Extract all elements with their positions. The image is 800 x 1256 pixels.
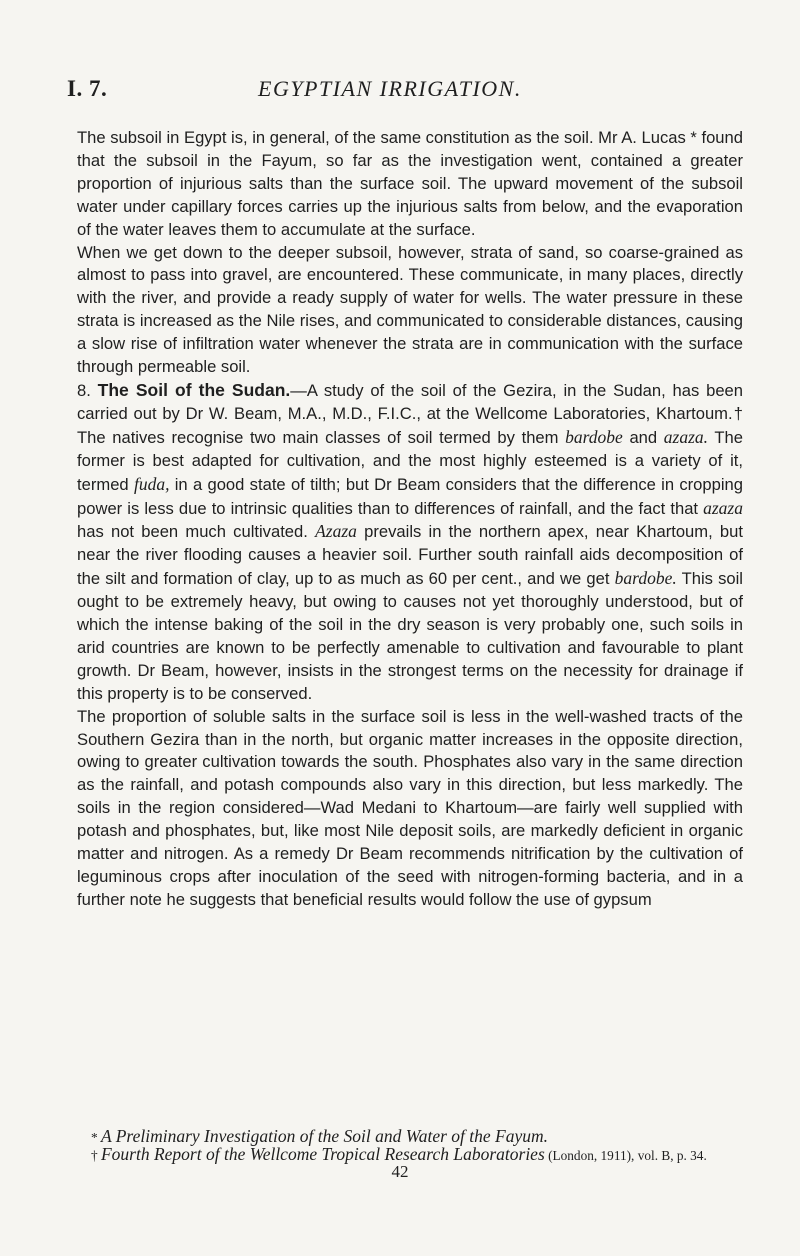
- footnote-text: (London, 1911), vol. B, p. 34.: [544, 1148, 707, 1163]
- running-header: [0, 76, 800, 106]
- paragraph-subsoil: The subsoil in Egypt is, in general, of the same constitution as the soil. Mr A. Lucas * found that the subsoil in the Fayum, so far as the investigation went, contained a greater proportion of injurious salts than the surface soil. The upward movement of the subsoil water under capillary forces carries up the injurious salts from below, and the evaporation of the water leaves them to accumulate at the surface.: [77, 128, 743, 239]
- text-run: has not been much cultivated.: [77, 522, 316, 542]
- italic-term: azaza.: [663, 426, 709, 447]
- page-number: 42: [391, 1162, 409, 1181]
- text-run: prevails in the northern apex, near Khartoum, but near the river flooding causes a heavier soil. Further south rainfall aids decomposition of the silt and formation of clay, up to as much as 60 per cent., and we get: [77, 522, 743, 589]
- paragraph-soluble-salts: The proportion of soluble salts in the surface soil is less in the well-washed tracts of the Southern Gezira than in the north, but organic matter increases in the opposite direction, owing to greater cultivation towards the south. Phosphates also vary in the same direction as the rainfall, and potash compounds also vary in this direction, but less markedly. The soils in the region considered—Wad Medani to Khartoum—are fairly well supplied with potash and phosphates, but, like most Nile deposit soils, are markedly deficient in organic matter and nitrogen. As a remedy Dr Beam recommends nitrification by the cultivation of leguminous crops after inoculation of the seed with nitrogen-forming bacteria, and in a further note he suggests that beneficial results would follow the use of gypsum: [77, 706, 743, 909]
- footnote-mark: *: [91, 1130, 98, 1145]
- text-run: and: [622, 427, 664, 447]
- italic-term: Azaza: [315, 521, 357, 542]
- running-title: EGYPTIAN IRRIGATION.: [258, 76, 522, 101]
- italic-term: fuda,: [133, 473, 170, 494]
- body-text: [77, 127, 743, 912]
- text-run: This soil ought to be extremely heavy, but owing to causes not yet thoroughly understood, but of which the intense baking of the soil in the dry season is very probably one, such soils in arid countries are known to be perfectly amenable to cultivation and favourable to plant growth. Dr Beam, however, insists in the strongest terms on the necessity for drainage if this property is to be conserved.: [77, 569, 743, 703]
- text-run: in a good state of tilth; but Dr Beam considers that the difference in cropping power is less due to intrinsic qualities than to differences of rainfall, and the fact that: [77, 474, 743, 518]
- footnote-title: Fourth Report of the Wellcome Tropical Research Laboratories: [100, 1144, 545, 1164]
- text-run: —A study of the soil of the Gezira, in the Sudan, has been carried out by Dr W. Beam, M.A., M.D., F.I.C., at the Wellcome Laboratories, Khartoum.† The natives recognise two main classes of soil termed by them: [77, 380, 743, 447]
- paragraph-deeper-subsoil: When we get down to the deeper subsoil, however, strata of sand, so coarse-grained as almost to pass into gravel, are encountered. These communicate, in many places, directly with the river, and provide a ready supply of water for wells. The water pressure in these strata is increased as the Nile rises, and communicated to considerable distances, causing a slow rise of infiltration water whenever the strata are in communication with the surface through permeable soil.: [77, 242, 743, 377]
- italic-term: bardobe: [565, 426, 623, 447]
- footnote-title: A Preliminary Investigation of the Soil and Water of the Fayum.: [100, 1126, 548, 1146]
- chapter-number: I. 7.: [67, 76, 108, 101]
- italic-term: azaza: [703, 497, 743, 518]
- footnotes: [77, 1128, 743, 1164]
- section-number: 8.: [77, 380, 91, 400]
- paragraph-soil-of-sudan: [77, 379, 743, 706]
- italic-term: bardobe.: [614, 568, 677, 589]
- footnote-mark: †: [91, 1148, 98, 1163]
- section-heading: The Soil of the Sudan.: [97, 379, 291, 400]
- text-run: The former is best adapted for cultivation, and the most highly esteemed is a variety of it, termed: [77, 427, 743, 494]
